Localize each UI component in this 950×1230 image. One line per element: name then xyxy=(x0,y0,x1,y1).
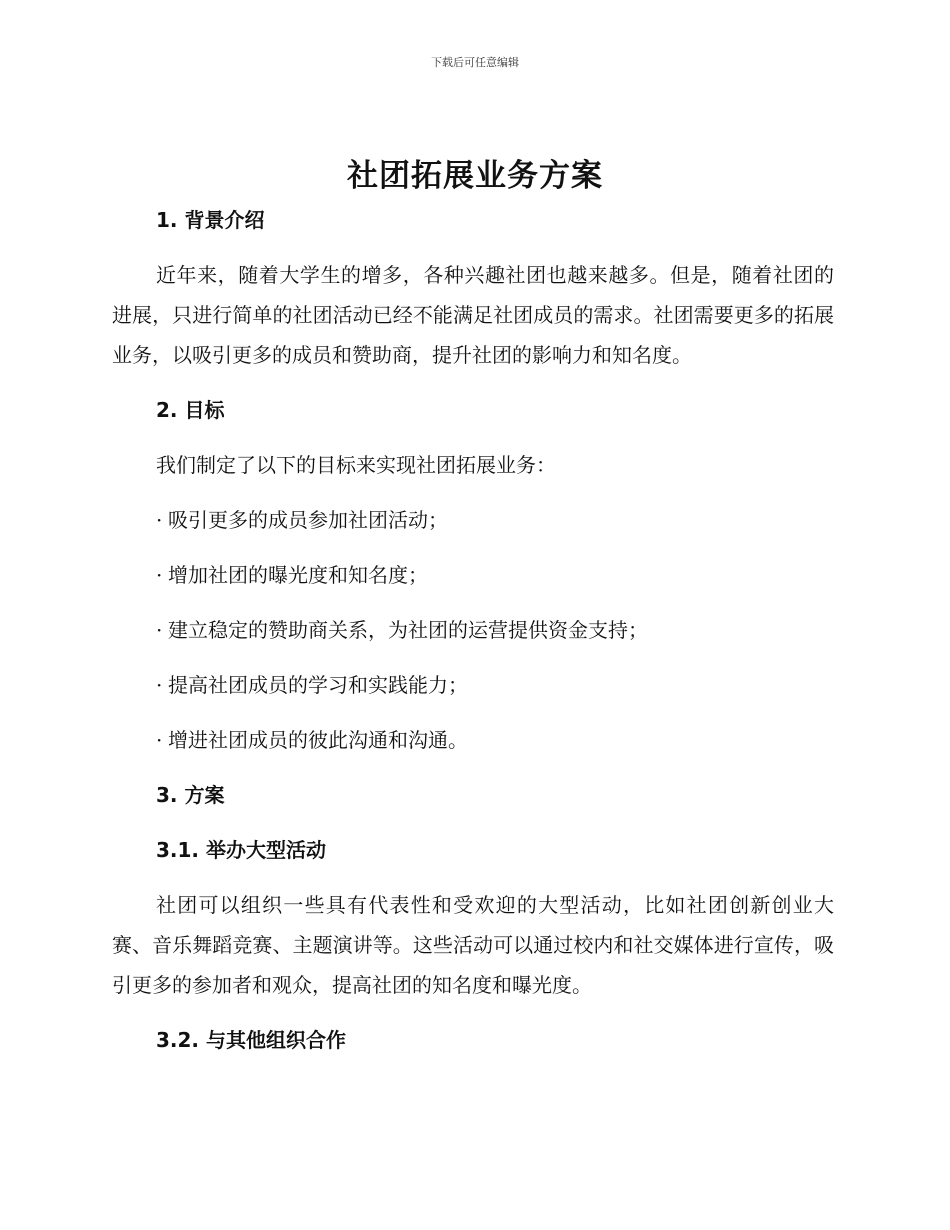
goal-list-item: · 建立稳定的赞助商关系，为社团的运营提供资金支持； xyxy=(156,610,834,650)
goal-list-item: · 增进社团成员的彼此沟通和沟通。 xyxy=(156,720,834,760)
section-heading-plan: 3. 方案 xyxy=(156,783,225,807)
document-title: 社团拓展业务方案 xyxy=(347,158,603,194)
bullet-icon: · xyxy=(156,673,163,697)
goals-intro: 我们制定了以下的目标来实现社团拓展业务： xyxy=(156,453,556,477)
subsection-heading-large-events: 3.1. 举办大型活动 xyxy=(156,838,326,862)
section-heading-goals: 2. 目标 xyxy=(156,398,225,422)
document-body xyxy=(112,200,834,1060)
subsection-heading-cooperation: 3.2. 与其他组织合作 xyxy=(156,1028,346,1052)
goal-list-item: · 吸引更多的成员参加社团活动； xyxy=(156,500,834,540)
section-heading-background: 1. 背景介绍 xyxy=(156,208,265,232)
bullet-icon: · xyxy=(156,563,163,587)
bullet-icon: · xyxy=(156,618,163,642)
background-paragraph: 近年来，随着大学生的增多，各种兴趣社团也越来越多。但是，随着社团的进展，只进行简单的社团活动已经不能满足社团成员的需求。社团需要更多的拓展业务，以吸引更多的成员和赞助商，提升社团的影响力和知名度。 xyxy=(112,263,834,367)
header-note: 下载后可任意编辑 xyxy=(431,56,519,69)
large-events-paragraph: 社团可以组织一些具有代表性和受欢迎的大型活动，比如社团创新创业大赛、音乐舞蹈竞赛、主题演讲等。这些活动可以通过校内和社交媒体进行宣传，吸引更多的参加者和观众，提高社团的知名度和曝光度。 xyxy=(112,893,834,997)
bullet-icon: · xyxy=(156,508,163,532)
goal-list-item: · 增加社团的曝光度和知名度； xyxy=(156,555,834,595)
goal-list-item: · 提高社团成员的学习和实践能力； xyxy=(156,665,834,705)
bullet-icon: · xyxy=(156,728,163,752)
